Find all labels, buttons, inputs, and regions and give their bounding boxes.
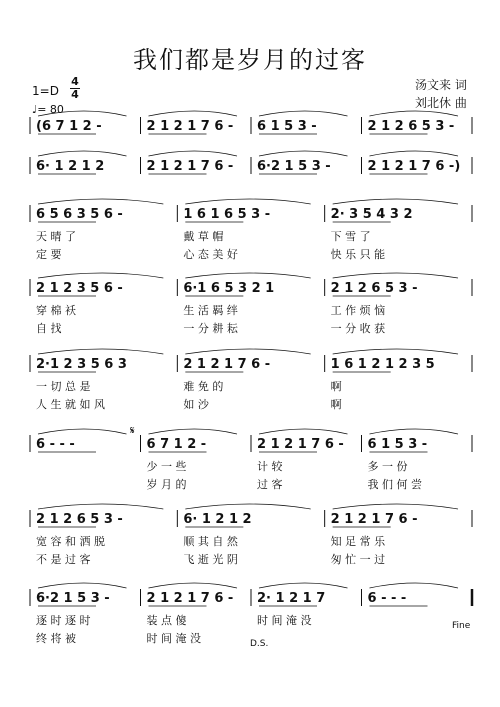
slur-mark (38, 111, 127, 116)
lyric-verse-1: 工 作 烦 恼 (330, 304, 386, 317)
lyric-verse-2: 我 们 何 尝 (367, 478, 422, 491)
measure-notes: 6·2 1 5 3 - (36, 591, 110, 606)
slur-mark (185, 199, 310, 204)
lyric-verse-1: 顺 其 自 然 (183, 535, 238, 548)
segno-mark: 𝄋 (130, 424, 135, 437)
lyric-verse-2: 定 要 (36, 248, 62, 261)
slur-mark (149, 111, 238, 116)
slur-mark (38, 151, 127, 156)
slur-mark (38, 199, 163, 204)
slur-mark (259, 151, 348, 156)
lyricist-credit: 汤文来 词 (415, 78, 467, 92)
measure-notes: 2 1 2 6 5 3 - (367, 119, 455, 134)
slur-mark (149, 151, 238, 156)
lyric-verse-1: 知 足 常 乐 (330, 535, 386, 548)
lyric-verse-2: 过 客 (257, 478, 283, 491)
lyric-verse-1: 多 一 份 (367, 460, 408, 473)
measure-notes: 6· 1 2 1 2 (36, 159, 105, 174)
measure-notes: 6 5 6 3 5 6 - (36, 207, 123, 222)
lyric-verse-1: 戴 草 帽 (183, 230, 224, 243)
slur-mark (38, 504, 163, 509)
measure-notes: 1 6 1 2 1 2 3 5 (330, 357, 435, 372)
lyric-verse-2: 快 乐 只 能 (330, 248, 386, 261)
measure-notes: 2· 3 5 4 3 2 (330, 207, 413, 222)
slur-mark (333, 504, 458, 509)
slur-mark (370, 429, 459, 434)
measure-notes: 2 1 2 1 7 6 - (146, 591, 234, 606)
slur-mark (38, 273, 163, 278)
measure-notes: 2 1 2 1 7 6 - (146, 119, 234, 134)
lyric-verse-1: 宽 容 和 洒 脱 (36, 535, 105, 548)
measure-notes: 6·2 1 5 3 - (257, 159, 331, 174)
measure-notes: 2 1 2 1 7 6 -) (367, 159, 461, 174)
lyric-verse-2: 人 生 就 如 风 (36, 398, 105, 411)
time-signature-bottom: 4 (71, 88, 79, 101)
measure-notes: 2· 1 2 1 7 (257, 591, 326, 606)
slur-mark (333, 273, 458, 278)
slur-mark (149, 583, 238, 588)
measure-notes: 2 1 2 6 5 3 - (330, 281, 418, 296)
lyric-verse-1: 一 切 总 是 (36, 380, 91, 393)
slur-mark (333, 349, 458, 354)
measure-notes: 2·1 2 3 5 6 3 (36, 357, 127, 372)
measure-notes: 6·1 6 5 3 2 1 (183, 281, 275, 296)
lyric-verse-1: 装 点 傻 (146, 614, 187, 627)
slur-mark (333, 199, 458, 204)
measure-notes: 2 1 2 1 7 6 - (257, 437, 344, 452)
measure-notes: 6 7 1 2 - (146, 437, 207, 452)
lyric-verse-1: 时 间 淹 没 (257, 614, 312, 627)
measure-notes: 1 6 1 6 5 3 - (183, 207, 271, 222)
slur-mark (185, 273, 310, 278)
lyric-verse-2: 岁 月 的 (146, 478, 187, 491)
lyric-verse-1: 穿 棉 袄 (36, 304, 76, 317)
measure-notes: 6· 1 2 1 2 (183, 512, 252, 527)
measure-notes: 2 1 2 1 7 6 - (183, 357, 271, 372)
lyric-verse-2: 一 分 耕 耘 (183, 322, 238, 335)
lyric-verse-2: 如 沙 (183, 398, 209, 411)
lyric-verse-2: 心 态 美 好 (183, 248, 238, 261)
lyric-verse-2: 不 是 过 客 (36, 553, 91, 566)
lyric-verse-1: 天 晴 了 (36, 230, 76, 243)
slur-mark (370, 151, 459, 156)
slur-mark (185, 349, 310, 354)
lyric-verse-1: 难 免 的 (183, 380, 224, 393)
time-signature-top: 4 (71, 75, 79, 88)
lyric-verse-2: 自 找 (36, 322, 62, 335)
slur-mark (259, 429, 348, 434)
lyric-verse-2: 飞 逝 光 阴 (183, 553, 238, 566)
lyric-verse-1: 生 活 羁 绊 (183, 304, 238, 317)
key-signature: 1=D (32, 84, 59, 98)
lyric-verse-2: 匆 忙 一 过 (330, 553, 386, 566)
composer-credit: 刘北休 曲 (415, 96, 467, 110)
lyric-verse-1: 少 一 些 (146, 460, 187, 473)
measure-notes: (6 7 1 2 - (36, 119, 102, 134)
measure-notes: 6 - - - (367, 591, 407, 606)
slur-mark (370, 111, 459, 116)
slur-mark (149, 429, 238, 434)
lyric-verse-2: 一 分 收 获 (330, 322, 386, 335)
slur-mark (38, 429, 127, 434)
lyric-verse-1: 下 雪 了 (330, 230, 371, 243)
slur-mark (38, 583, 127, 588)
slur-mark (38, 349, 163, 354)
ds-mark: D.S. (250, 639, 269, 649)
tempo-marking: ♩= 80 (32, 103, 64, 116)
lyric-verse-2: 时 间 淹 没 (146, 632, 201, 645)
lyric-verse-1: 逐 时 逐 时 (36, 614, 91, 627)
measure-notes: 6 1 5 3 - (367, 437, 428, 452)
lyric-verse-1: 计 较 (257, 460, 283, 473)
measure-notes: 2 1 2 1 7 6 - (330, 512, 418, 527)
measure-notes: 2 1 2 6 5 3 - (36, 512, 123, 527)
lyric-verse-1: 啊 (330, 380, 342, 393)
slur-mark (259, 583, 348, 588)
slur-mark (259, 111, 348, 116)
fine-mark: Fine (452, 621, 471, 631)
slur-mark (185, 504, 310, 509)
measure-notes: 2 1 2 3 5 6 - (36, 281, 123, 296)
measure-notes: 6 - - - (36, 437, 75, 452)
measure-notes: 6 1 5 3 - (257, 119, 317, 134)
measure-notes: 2 1 2 1 7 6 - (146, 159, 234, 174)
song-title: 我们都是岁月的过客 (133, 46, 367, 74)
lyric-verse-2: 终 将 被 (36, 632, 76, 645)
slur-mark (370, 583, 459, 588)
lyric-verse-2: 啊 (330, 398, 342, 411)
